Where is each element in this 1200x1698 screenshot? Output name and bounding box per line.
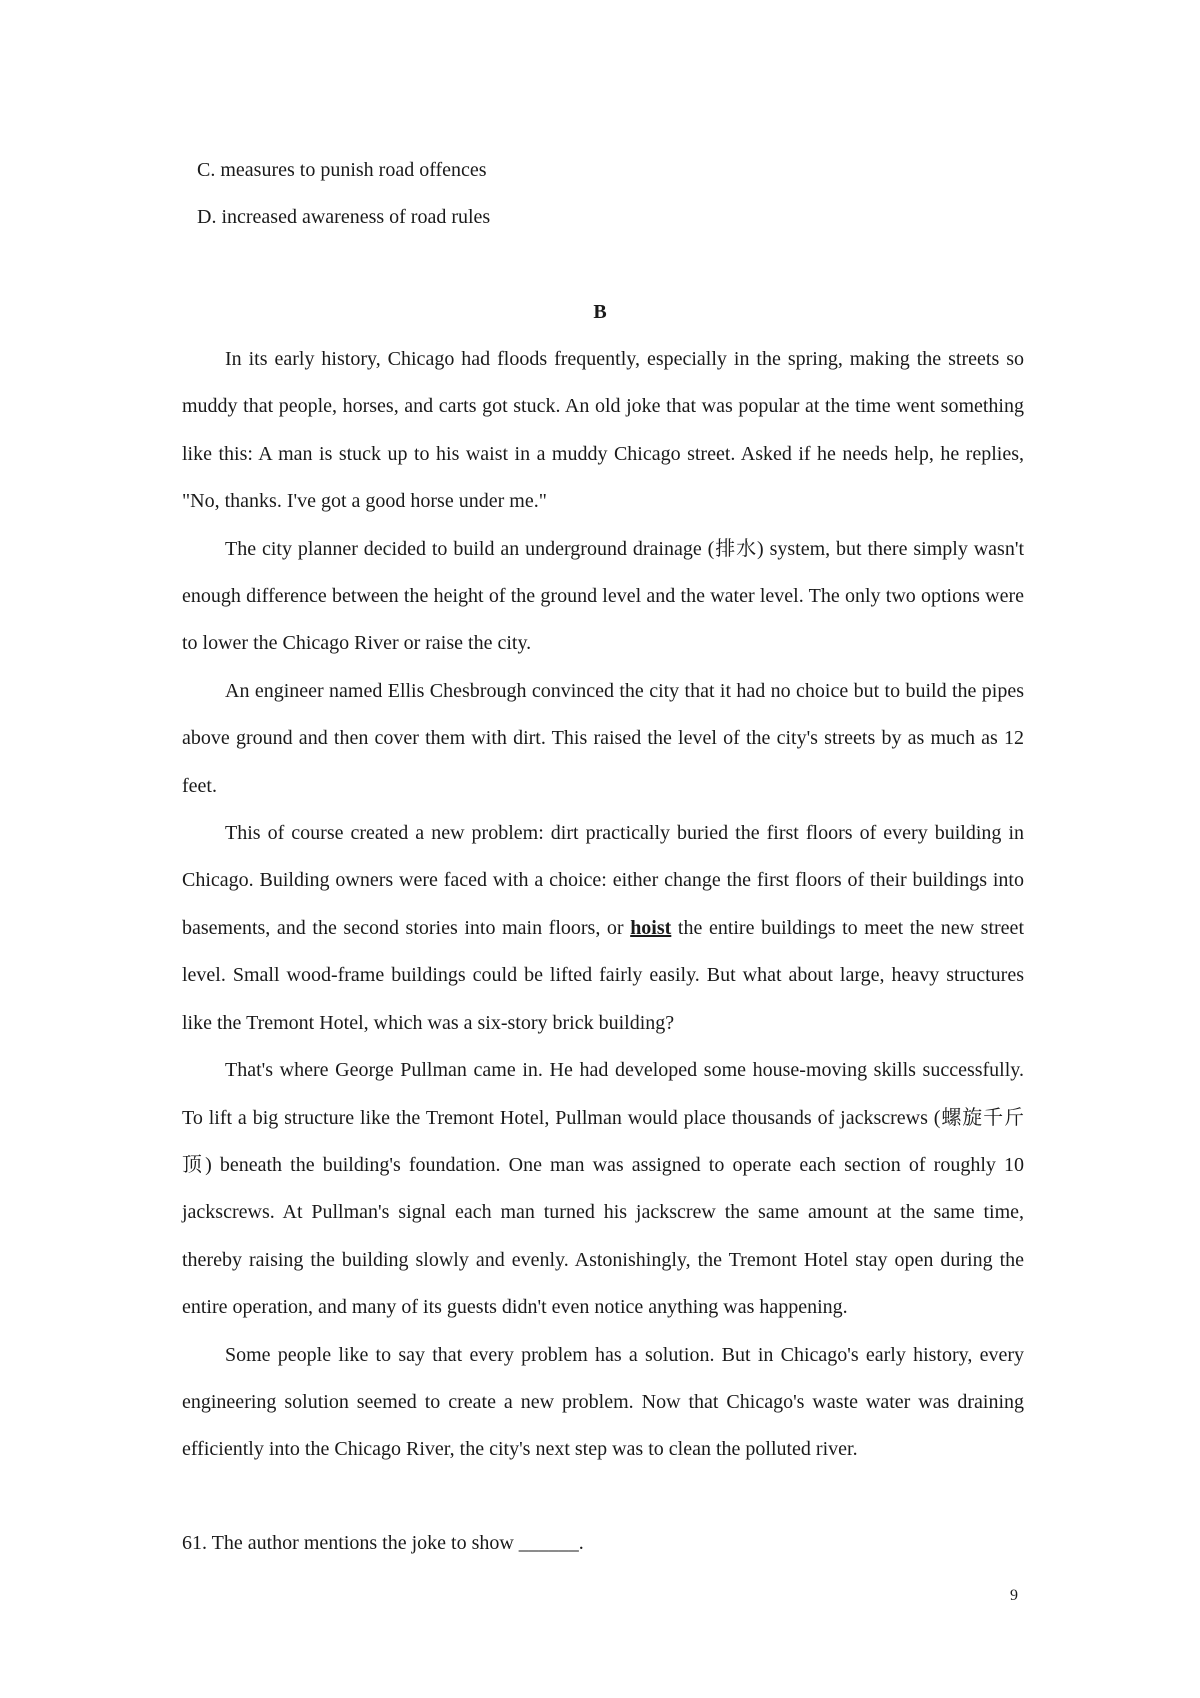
option-text: increased awareness of road rules [221, 206, 491, 228]
answer-option-d [197, 207, 490, 227]
option-text: measures to punish road offences [220, 159, 487, 181]
section-title: B [593, 301, 607, 323]
paragraph-4-before: This of course created a new problem: dirt practically buried the first floors of every building in Chicago. Building owners were faced with a choice: either change the first floors of their buildings into basements, and the second stories into main floors, or [182, 822, 1024, 939]
highlighted-word-hoist: hoist [630, 916, 672, 939]
paragraph-5: That's where George Pullman came in. He had developed some house-moving skills successfully. To lift a big structure like the Tremont Hotel, Pullman would place thousands of jackscrews (螺旋千斤顶) beneath the building's foundation. One man was assigned to operate each section of roughly 10 jackscrews. At Pullman's signal each man turned his jackscrew the same amount at the same time, thereby raising the building slowly and evenly. Astonishingly, the Tremont Hotel stay open during the entire operation, and many of its guests didn't even notice anything was happening. [182, 1059, 1024, 1319]
question-61: 61. The author mentions the joke to show ______. [182, 1532, 584, 1554]
reading-passage [182, 336, 1024, 1474]
option-letter: C. [197, 159, 216, 181]
answer-option-c [197, 160, 487, 180]
paragraph-2: The city planner decided to build an underground drainage (排水) system, but there simply wasn't enough difference between the height of the ground level and the water level. The only two options were to lower the Chicago River or raise the city. [182, 537, 1024, 655]
paragraph-6: Some people like to say that every problem has a solution. But in Chicago's early history, every engineering solution seemed to create a new problem. Now that Chicago's waste water was draining efficiently into the Chicago River, the city's next step was to clean the polluted river. [182, 1343, 1024, 1461]
paragraph-4-after: the entire buildings to meet the new street level. Small wood-frame buildings could be lifted fairly easily. But what about large, heavy structures like the Tremont Hotel, which was a six-story brick building? [182, 916, 1024, 1034]
page-number: 9 [1010, 1587, 1018, 1604]
option-letter: D. [197, 206, 217, 228]
paragraph-1: In its early history, Chicago had floods frequently, especially in the spring, making the streets so muddy that people, horses, and carts got stuck. An old joke that was popular at the time went something like this: A man is stuck up to his waist in a muddy Chicago street. Asked if he needs help, he replies, "No, thanks. I've got a good horse under me." [182, 348, 1024, 513]
paragraph-4 [182, 810, 1024, 1047]
paragraph-3: An engineer named Ellis Chesbrough convinced the city that it had no choice but to build the pipes above ground and then cover them with dirt. This raised the level of the city's streets by as much as 12 feet. [182, 679, 1024, 797]
